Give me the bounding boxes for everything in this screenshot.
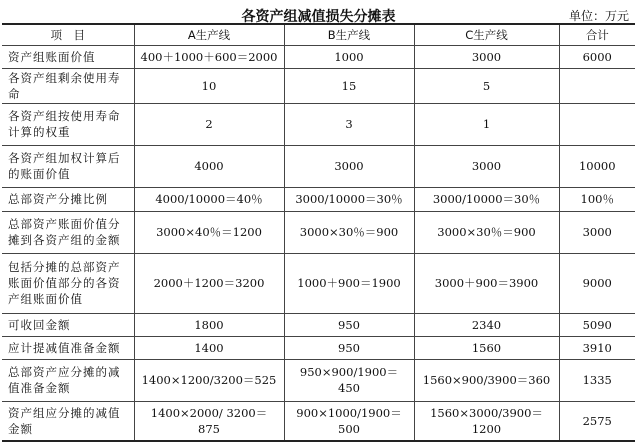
table-row [2, 145, 635, 187]
row-label: 可收回金额 [2, 313, 134, 336]
row-label: 总部资产账面价值分摊到各资产组的金额 [2, 211, 134, 253]
cell-total: 1335 [559, 359, 635, 401]
cell-c: 1560×900/3900＝360 [414, 359, 559, 401]
cell-a: 1800 [134, 313, 284, 336]
table-row [2, 211, 635, 253]
cell-b: 1000＋900＝1900 [284, 253, 414, 313]
table-title: 各资产组减值损失分摊表 [241, 9, 396, 25]
header-item: 项 目 [2, 24, 134, 45]
table-row [2, 187, 635, 211]
table-row [2, 359, 635, 401]
cell-a: 2 [134, 103, 284, 145]
table-row [2, 313, 635, 336]
cell-a: 3000×40％＝1200 [134, 211, 284, 253]
cell-total: 3000 [559, 211, 635, 253]
row-label: 各资产组剩余使用寿命 [2, 68, 134, 103]
cell-c: 3000＋900＝3900 [414, 253, 559, 313]
cell-b: 900×1000/1900＝500 [284, 401, 414, 441]
table-row [2, 253, 635, 313]
header-line-c: C生产线 [414, 24, 559, 45]
row-label: 总部资产分摊比例 [2, 187, 134, 211]
cell-total: 100％ [559, 187, 635, 211]
table-row [2, 68, 635, 103]
table-row [2, 401, 635, 441]
header-row [2, 24, 635, 45]
cell-b: 3000 [284, 145, 414, 187]
row-label: 资产组账面价值 [2, 45, 134, 68]
cell-b: 3000×30％＝900 [284, 211, 414, 253]
cell-c: 1560×3000/3900＝1200 [414, 401, 559, 441]
cell-c: 3000 [414, 145, 559, 187]
cell-total: 5090 [559, 313, 635, 336]
cell-b: 950 [284, 313, 414, 336]
table-row [2, 336, 635, 359]
cell-a: 400＋1000＋600＝2000 [134, 45, 284, 68]
cell-a: 1400 [134, 336, 284, 359]
cell-a: 1400×2000/ 3200＝875 [134, 401, 284, 441]
cell-c: 3000×30％＝900 [414, 211, 559, 253]
cell-c: 2340 [414, 313, 559, 336]
row-label: 总部资产应分摊的减值准备金额 [2, 359, 134, 401]
cell-total: 10000 [559, 145, 635, 187]
cell-total: 9000 [559, 253, 635, 313]
cell-a: 10 [134, 68, 284, 103]
header-line-a: A生产线 [134, 24, 284, 45]
cell-total [559, 103, 635, 145]
row-label: 应计提减值准备金额 [2, 336, 134, 359]
cell-b: 3 [284, 103, 414, 145]
cell-b: 15 [284, 68, 414, 103]
cell-a: 4000/10000＝40％ [134, 187, 284, 211]
table-row [2, 103, 635, 145]
cell-b: 950 [284, 336, 414, 359]
cell-total: 6000 [559, 45, 635, 68]
table-row [2, 45, 635, 68]
row-label: 各资产组按使用寿命计算的权重 [2, 103, 134, 145]
cell-c: 3000/10000＝30％ [414, 187, 559, 211]
cell-total: 2575 [559, 401, 635, 441]
cell-a: 1400×1200/3200＝525 [134, 359, 284, 401]
row-label: 各资产组加权计算后的账面价值 [2, 145, 134, 187]
cell-a: 2000＋1200＝3200 [134, 253, 284, 313]
cell-c: 3000 [414, 45, 559, 68]
cell-c: 5 [414, 68, 559, 103]
row-label: 包括分摊的总部资产账面价值部分的各资产组账面价值 [2, 253, 134, 313]
cell-c: 1 [414, 103, 559, 145]
cell-total: 3910 [559, 336, 635, 359]
unit-label: 单位：万元 [568, 9, 629, 23]
cell-b: 1000 [284, 45, 414, 68]
header-total: 合计 [559, 24, 635, 45]
impairment-allocation-table [2, 23, 635, 442]
cell-c: 1560 [414, 336, 559, 359]
cell-a: 4000 [134, 145, 284, 187]
row-label: 资产组应分摊的减值金额 [2, 401, 134, 441]
header-line-b: B生产线 [284, 24, 414, 45]
cell-total [559, 68, 635, 103]
cell-b: 3000/10000＝30％ [284, 187, 414, 211]
cell-b: 950×900/1900＝450 [284, 359, 414, 401]
